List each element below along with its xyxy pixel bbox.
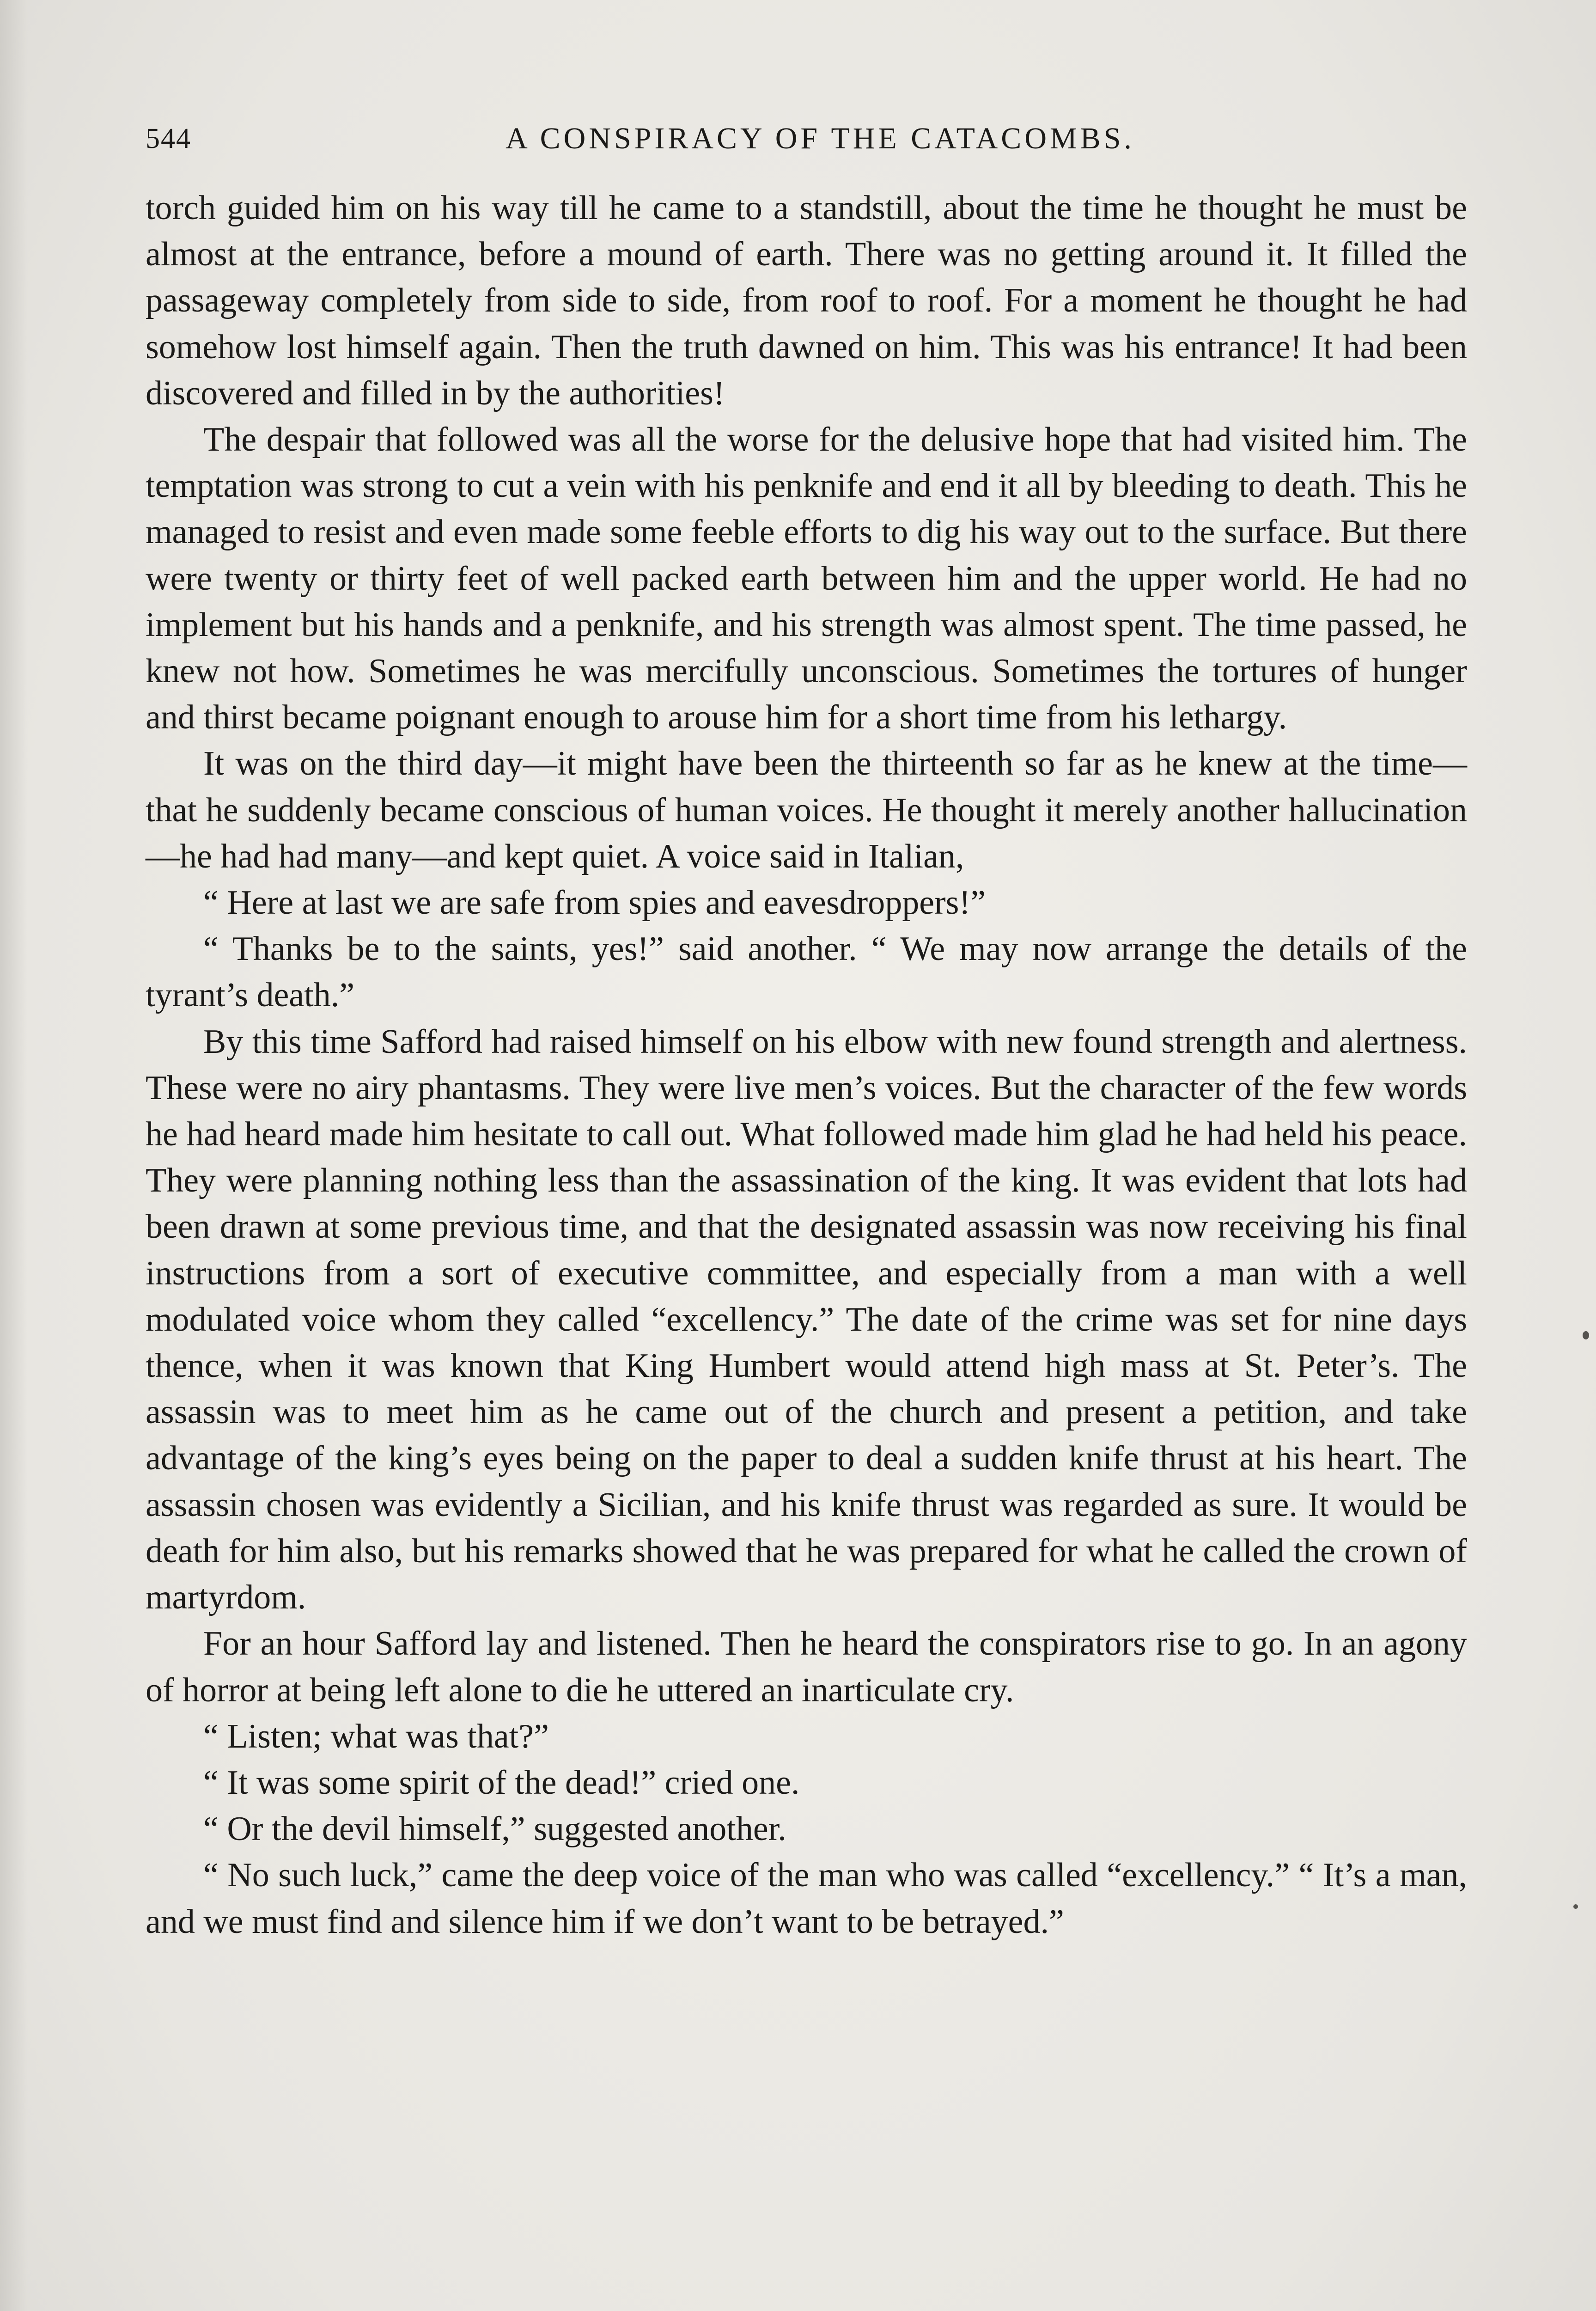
dialogue-line: “ No such luck,” came the deep voice of the man who was called “excellency.” “ It’s a man, and we must find and silence him if we don’t want to be betrayed.” [146,1856,1467,1941]
dialogue-line: “ Or the devil himself,” suggested another. [203,1810,786,1848]
paragraph: The despair that followed was all the worse for the delusive hope that had visited him. The temptation was strong to cut a vein with his penknife and end it all by bleeding to death. This he managed to resist and even made some feeble efforts to dig his way out to the surface. But there were twenty or thirty feet of well packed earth between him and the upper world. He had no implement but his hands and a penknife, and his strength was almost spent. The time passed, he knew not how. Sometimes he was mercifully unconscious. Sometimes the tortures of hunger and thirst became poignant enough to arouse him for a short time from his lethargy. [146,421,1467,737]
paragraph: torch guided him on his way till he came to a standstill, about the time he thought he must be almost at the entrance, before a mound of earth. There was no getting around it. It filled the passageway completely from side to side, from roof to roof. For a moment he thought he had somehow lost himself again. Then the truth dawned on him. This was his entrance! It had been discovered and filled in by the authorities! [146,189,1467,412]
dialogue-line: “ It was some spirit of the dead!” cried one. [203,1763,800,1802]
page-header [146,118,1467,159]
paper-speck [1573,1904,1578,1909]
dialogue-line: “ Thanks be to the saints, yes!” said another. “ We may now arrange the details of the tyrant’s death.” [146,930,1467,1015]
dialogue-line: “ Listen; what was that?” [203,1717,549,1755]
running-head: A CONSPIRACY OF THE CATACOMBS. [506,122,1135,155]
page-number: 544 [146,123,191,154]
paragraph: For an hour Safford lay and listened. Then he heard the conspirators rise to go. In an agony of horror at being left alone to die he uttered an inarticulate cry. [146,1625,1467,1709]
body-text [146,185,1467,1945]
paragraph: It was on the third day—it might have been the thirteenth so far as he knew at the time—that he suddenly became conscious of human voices. He thought it merely another hallucination—he had had many—and kept quiet. A voice said in Italian, [146,745,1467,875]
dialogue-line: “ Here at last we are safe from spies and eavesdroppers!” [203,884,986,922]
paragraph: By this time Safford had raised himself on his elbow with new found strength and alertness. These were no airy phantasms. They were live men’s voices. But the character of the few words he had heard made him hesitate to call out. What followed made him glad he had held his peace. They were planning nothing less than the assassination of the king. It was evident that lots had been drawn at some previous time, and that the designated assassin was now receiving his final instructions from a sort of executive committee, and especially from a man with a well modulated voice whom they called “excellency.” The date of the crime was set for nine days thence, when it was known that King Humbert would attend high mass at St. Peter’s. The assassin was to meet him as he came out of the church and present a petition, and take advantage of the king’s eyes being on the paper to deal a sudden knife thrust at his heart. The assassin chosen was evidently a Sicilian, and his knife thrust was regarded as sure. It would be death for him also, but his remarks showed that he was prepared for what he called the crown of martyrdom. [146,1022,1467,1617]
paper-speck [1583,1331,1589,1339]
gutter-shadow [0,0,28,2311]
